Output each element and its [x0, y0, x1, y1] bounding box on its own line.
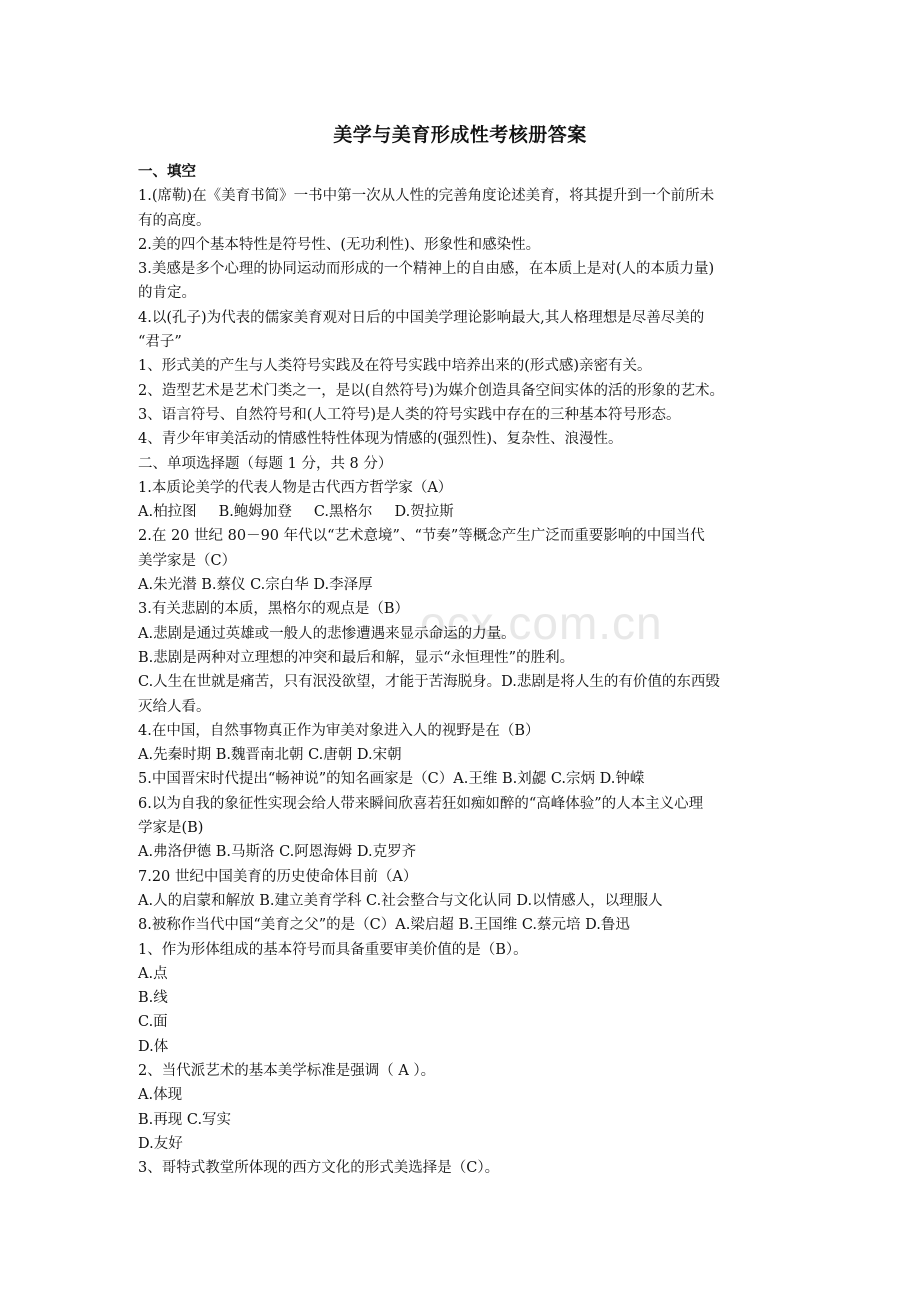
text-line: 8.被称作当代中国“美育之父”的是（C）A.梁启超 B.王国维 C.蔡元培 D.鲁迅 [138, 917, 630, 934]
text-line: 5.中国晋宋时代提出“畅神说”的知名画家是（C）A.王维 B.刘勰 C.宗炳 D.钟嵘 [138, 771, 645, 788]
text-line: 6.以为自我的象征性实现会给人带来瞬间欣喜若狂如痴如醉的“高峰体验”的人本主义心理 [138, 795, 704, 812]
text-line: 2.在 20 世纪 80－90 年代以“艺术意境”、“节奏”等概念产生广泛而重要影响的中国当代 [138, 528, 705, 545]
text-line: 3、哥特式教堂所体现的西方文化的形式美选择是（C）。 [138, 1160, 500, 1177]
text-line: 的肯定。 [138, 285, 196, 302]
section-heading: 一、填空 [138, 164, 196, 180]
text-line: 2.美的四个基本特性是符号性、(无功利性)、形象性和感染性。 [138, 236, 541, 253]
text-line: 2、造型艺术是艺术门类之一，是以(自然符号)为媒介创造具备空间实体的活的形象的艺术。 [138, 382, 725, 399]
option-row [138, 500, 786, 524]
text-line: A.悲剧是通过英雄或一般人的悲惨遭遇来显示命运的力量。 [138, 625, 516, 642]
text-line: 二、单项选择题（每题 1 分，共 8 分） [138, 455, 393, 472]
document-title: 美学与美育形成性考核册答案 [333, 124, 587, 146]
text-line: A.朱光潜 B.蔡仪 C.宗白华 D.李泽厚 [138, 577, 373, 594]
text-line: 美学家是（C） [138, 552, 237, 569]
text-line: 学家是(B) [138, 820, 204, 837]
text-line: A.人的启蒙和解放 B.建立美育学科 C.社会整合与文化认同 D.以情感人，以理服人 [138, 892, 663, 909]
text-line: “君子” [138, 334, 182, 351]
text-line: 7.20 世纪中国美育的历史使命体目前（A） [138, 868, 418, 885]
document-body [138, 160, 786, 1180]
text-line: 3、语言符号、自然符号和(人工符号)是人类的符号实践中存在的三种基本符号形态。 [138, 406, 681, 423]
text-line: 有的高度。 [138, 212, 211, 229]
option-item: B.鲍姆加登 [218, 504, 292, 521]
text-line: B.线 [138, 990, 168, 1007]
text-line: 3.有关悲剧的本质，黑格尔的观点是（B） [138, 601, 409, 618]
watermark: ocx.com.cn [420, 597, 663, 649]
text-line: 1.本质论美学的代表人物是古代西方哲学家（A） [138, 479, 453, 496]
text-line: A.体现 [138, 1087, 183, 1104]
text-line: 4、青少年审美活动的情感性特性体现为情感的(强烈性)、复杂性、浪漫性。 [138, 431, 623, 448]
text-line: 4.在中国，自然事物真正作为审美对象进入人的视野是在（B） [138, 722, 540, 739]
text-line: 2、当代派艺术的基本美学标准是强调（ A ）。 [138, 1062, 436, 1079]
text-line: 4.以(孔子)为代表的儒家美育观对日后的中国美学理论影响最大,其人格理想是尽善尽美的 [138, 309, 705, 326]
text-line: A.弗洛伊德 B.马斯洛 C.阿恩海姆 D.克罗齐 [138, 844, 417, 861]
text-line: B.再现 C.写实 [138, 1111, 232, 1128]
text-line: C.面 [138, 1014, 168, 1031]
text-line: C.人生在世就是痛苦，只有泯没欲望，才能于苦海脱身。D.悲剧是将人生的有价值的东西毁 [138, 674, 720, 691]
text-line: A.点 [138, 965, 168, 982]
text-line: D.体 [138, 1038, 169, 1055]
option-item: A.柏拉图 [138, 504, 197, 521]
text-line: B.悲剧是两种对立理想的冲突和最后和解，显示“永恒理性”的胜利。 [138, 649, 575, 666]
text-line: 3.美感是多个心理的协同运动而形成的一个精神上的自由感，在本质上是对(人的本质力量) [138, 261, 715, 278]
text-line: 1.(席勒)在《美育书简》一书中第一次从人性的完善角度论述美育，将其提升到一个前所未 [138, 188, 715, 205]
text-line: A.先秦时期 B.魏晋南北朝 C.唐朝 D.宋朝 [138, 747, 402, 764]
text-line: D.友好 [138, 1135, 183, 1152]
text-line: 1、作为形体组成的基本符号而具备重要审美价值的是（B）。 [138, 941, 528, 958]
text-line: 灭给人看。 [138, 698, 211, 715]
text-line: 1、形式美的产生与人类符号实践及在符号实践中培养出来的(形式感)亲密有关。 [138, 358, 652, 375]
option-item: C.黑格尔 [313, 504, 373, 521]
option-item: D.贺拉斯 [394, 504, 454, 521]
